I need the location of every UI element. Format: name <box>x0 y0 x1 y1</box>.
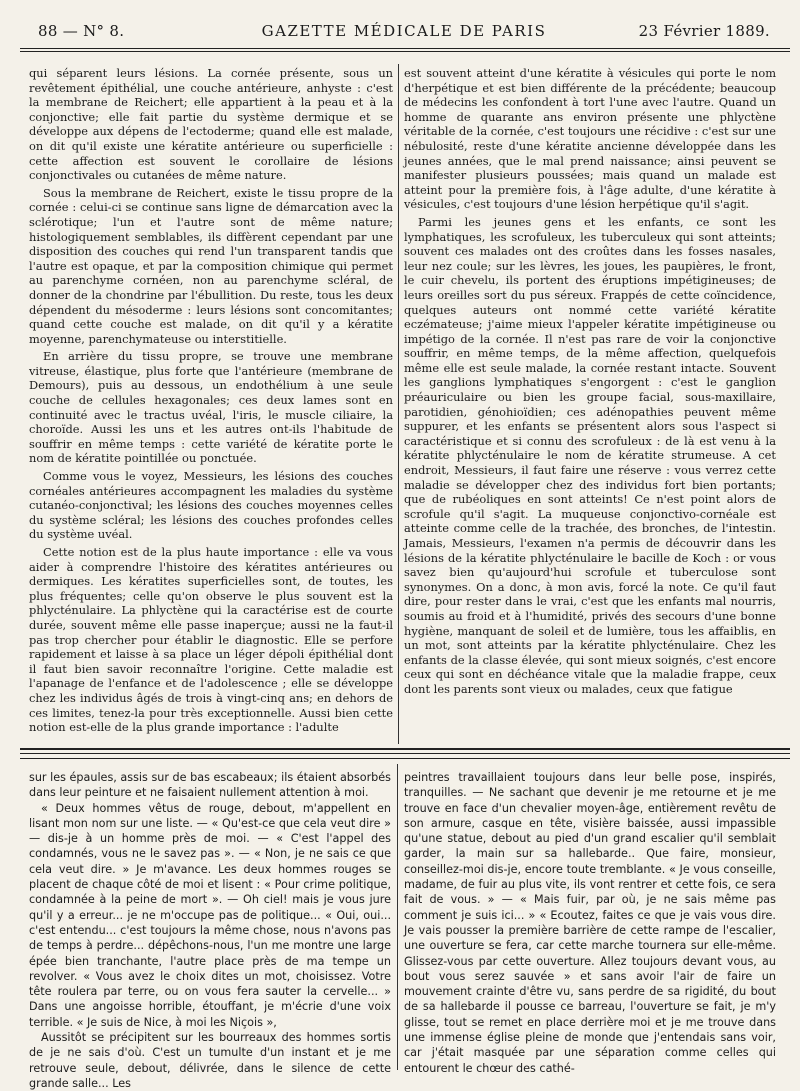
feuilleton-rule-thin-2 <box>20 758 790 759</box>
column-divider <box>398 64 399 744</box>
article-paragraph: Comme vous le voyez, Messieurs, les lésions des couches cornéales antérieures accompagnent les maladies du système cutanéo-conjonctival; les lésions des couches moyennes celles du système scléral; les lésions des couches profondes celles du système uvéal. <box>29 469 393 542</box>
header-rule-thin <box>20 51 790 52</box>
feuilleton-paragraph: sur les épaules, assis sur de bas escabeaux; ils étaient absorbés dans leur peinture et ne faisaient nullement attention à moi. <box>29 771 391 800</box>
article-right-column <box>404 66 776 742</box>
feuilleton-left-column <box>29 770 391 1090</box>
article-paragraph: qui séparent leurs lésions. La cornée présente, sous un revêtement épithélial, une couche antérieure, anhyste : c'est la membrane de Reichert; elle appartient à la peau et à la conjonctive; elle fait partie du système dermique et se développe aux dépens de l'ectoderme; quand elle est malade, on dit qu'il existe une kératite antérieure ou superficielle : cette affection est souvent le corollaire de lésions conjonctivales ou cutanées de même nature. <box>29 66 393 183</box>
article-paragraph: Cette notion est de la plus haute importance : elle va vous aider à comprendre l'histoire des kératites antérieures ou dermiques. Les kératites superficielles sont, de toutes, les plus fréquentes; celle qu'on observe le plus souvent est la phlycténulaire. La phlyctène qui la caractérise est de courte durée, souvent même elle passe inaperçue; aussi ne la faut-il pas trop chercher pour établir le diagnostic. Elle se perfore rapidement et laisse à sa place un léger dépoli épithélial dont il faut bien savoir reconnaître l'origine. Cette maladie est l'apanage de l'enfance et de l'adolescence ; elle se développe chez les individus âgés de trois à vingt-cinq ans; en dehors de ces limites, tenez-la pour très exceptionnelle. Aussi bien cette notion est-elle de la plus grande importance : l'adulte <box>29 545 393 735</box>
journal-title: GAZETTE MÉDICALE DE PARIS <box>261 22 547 40</box>
feuilleton-paragraph: « Deux hommes vêtus de rouge, debout, m'appellent en lisant mon nom sur une liste. — « Qu'est-ce que cela veut dire » — dis-je à un homme près de moi. — « C'est l'appel des condamnés, vous ne le savez pas ». — « Non, je ne sais ce que cela veut dire. » Je m'avance. Les deux hommes rouges se placent de chaque côté de moi et lisent : « Pour crime politique, condamnée à la peine de mort ». — Oh ciel! mais je vous jure qu'il y a erreur... je ne m'occupe pas de politique... « Oui, oui... c'est entendu... c'est toujours la même chose, nous n'avons pas de temps à perdre... dépêchons-nous, l'un me montre une large épée bien tranchante, l'autre place près de ma tempe un revolver. « Vous avez le choix dites un mot, choisissez. Votre tête roulera par terre, ou on vous fera sauter la cervelle... » Dans une angoisse horrible, étouffant, je m'écrie d'une voix terrible. « Je suis de Nice, à moi les Niçois », <box>29 801 391 1029</box>
article-paragraph: En arrière du tissu propre, se trouve une membrane vitreuse, élastique, plus forte que l'antérieure (membrane de Demours), puis au dessous, un endothélium à une seule couche de cellules hexagonales; ces deux lames sont en continuité avec le tractus uvéal, l'iris, le muscle ciliaire, la choroïde. Aussi les uns et les autres ont-ils l'habitude de souffrir en même temps : cette variété de kératite porte le nom de kératite pointillée ou ponctuée. <box>29 349 393 466</box>
feuilleton-column-divider <box>397 764 398 1070</box>
feuilleton-right-column <box>404 770 776 1075</box>
feuilleton-rule <box>20 748 790 750</box>
article-paragraph: Parmi les jeunes gens et les enfants, ce sont les lymphatiques, les scrofuleux, les tuberculeux qui sont atteints; souvent ces malades ont des croûtes dans les fosses nasales, leur nez coule; sur les lèvres, les joues, les paupières, le front, le cuir chevelu, ils portent des éruptions impétigineuses; de leurs oreilles sort du pus séreux. Frappés de cette coïncidence, quelques auteurs ont nommé cette variété kératite eczémateuse; j'aime mieux l'appeler kératite impétigineuse ou impétigo de la cornée. Il n'est pas rare de voir la conjonctive souffrir, en même temps, de la même affection, quelquefois même elle est seule malade, la cornée restant intacte. Souvent les ganglions lymphatiques s'engorgent : c'est le ganglion préauriculaire ou bien les groupe facial, sous-maxillaire, parotidien, génohioïdien; ces adénopathies peuvent même suppurer, et les enfants se présentent alors sous l'aspect si caractéristique et si connu des scrofuleux : de là est venu à la kératite phlycténulaire le nom de kératite strumeuse. A cet endroit, Messieurs, il faut faire une réserve : vous verrez cette maladie se développer chez des individus fort bien portants; que de rubéoliques en sont atteints! Ce n'est point alors de scrofule qu'il s'agit. La muqueuse conjonctivo-cornéale est atteinte comme celle de la trachée, des bronches, de l'intestin. Jamais, Messieurs, l'examen n'a permis de découvrir dans les lésions de la kératite phlycténulaire le bacille de Koch : or vous savez bien qu'aujourd'hui scrofule et tuberculose sont synonymes. On a donc, à mon avis, forcé la note. Ce qu'il faut dire, pour rester dans le vrai, c'est que les enfants mal nourris, soumis au froid et à l'humidité, privés des secours d'une bonne hygiène, manquant de soleil et de lumière, tous les affaiblis, en un mot, sont atteints par la kératite phlycténulaire. Chez les enfants de la classe élevée, qui sont mieux soignés, c'est encore ceux qui sont en déchéance vitale que la maladie frappe, ceux dont les parents sont vieux ou malades, ceux que fatigue <box>404 214 776 696</box>
article-paragraph: Sous la membrane de Reichert, existe le tissu propre de la cornée : celui-ci se continue sans ligne de démarcation avec la sclérotique; l'un et l'autre sont de même nature; histologiquement semblables, ils diffèrent cependant par une disposition des couches qui rend l'un transparent tandis que l'autre est opaque, et par la composition chimique qui permet au parenchyme cornéen, non au parenchyme scléral, de donner de la chondrine par l'ébullition. Du reste, tous les deux dépendent du mésoderme : leurs lésions sont concomitantes; quand cette couche est malade, on dit qu'il y a kératite moyenne, parenchymateuse ou interstitielle. <box>29 185 393 346</box>
feuilleton-paragraph: peintres travaillaient toujours dans leur belle pose, inspirés, tranquilles. — Ne sachant que devenir je me retourne et je me trouve en face d'un chevalier moyen-âge, entièrement revêtu de son armure, casque en tête, visière baissée, aussi impassible qu'une statue, debout au pied d'un grand escalier qu'il semblait garder, la main sur sa hallebarde.. Que faire, monsieur, conseillez-moi dis-je, encore toute tremblante. « Je vous conseille, madame, de fuir au plus vite, ils vont rentrer et cette fois, ce sera fait de vous. » — « Mais fuir, par où, je ne sais même pas comment je suis ici... » « Ecoutez, faites ce que je vais vous dire. Je vais pousser la première barrière de cette rampe de l'escalier, une ouverture se fera, car cette marche tournera sur elle-même. Glissez-vous par cette ouverture. Allez toujours devant vous, au bout vous serez sauvée » et sans avoir l'air de faire un mouvement crainte d'être vu, sans perdre de sa rigidité, du bout de sa hallebarde il pousse ce barreau, l'ouverture se fait, je m'y glisse, tout se remet en place derrière moi et je me trouve dans une immense église pleine de monde que j'entendais sans voir, car j'était masquée par une séparation comme celles qui entourent le chœur des cathé- <box>404 771 776 1075</box>
page-number: 88 — N° 8. <box>38 22 125 40</box>
article-left-column <box>29 66 393 742</box>
issue-date: 23 Février 1889. <box>638 22 770 40</box>
feuilleton-paragraph: Aussitôt se précipitent sur les bourreaux des hommes sortis de je ne sais d'où. C'est un tumulte d'un instant et je me retrouve seule, debout, délivrée, dans le silence de cette grande salle... Les <box>29 1031 391 1090</box>
article-paragraph: est souvent atteint d'une kératite à vésicules qui porte le nom d'herpétique et est bien différente de la précédente; beaucoup de médecins les confondent à tort l'une avec l'autre. Quand un homme de quarante ans environ présente une phlyctène véritable de la cornée, c'est toujours une récidive : c'est sur une nébulosité, reste d'une kératite ancienne développée dans les jeunes années, que le mal prend naissance; ainsi peuvent se manifester plusieurs poussées; mais quand un malade est atteint pour la première fois, à l'âge adulte, d'une kératite à vésicules, c'est toujours d'une lésion herpétique qu'il s'agit. <box>404 66 776 212</box>
feuilleton-rule-thin <box>20 753 790 754</box>
page-header <box>38 22 770 44</box>
header-rule <box>20 48 790 49</box>
